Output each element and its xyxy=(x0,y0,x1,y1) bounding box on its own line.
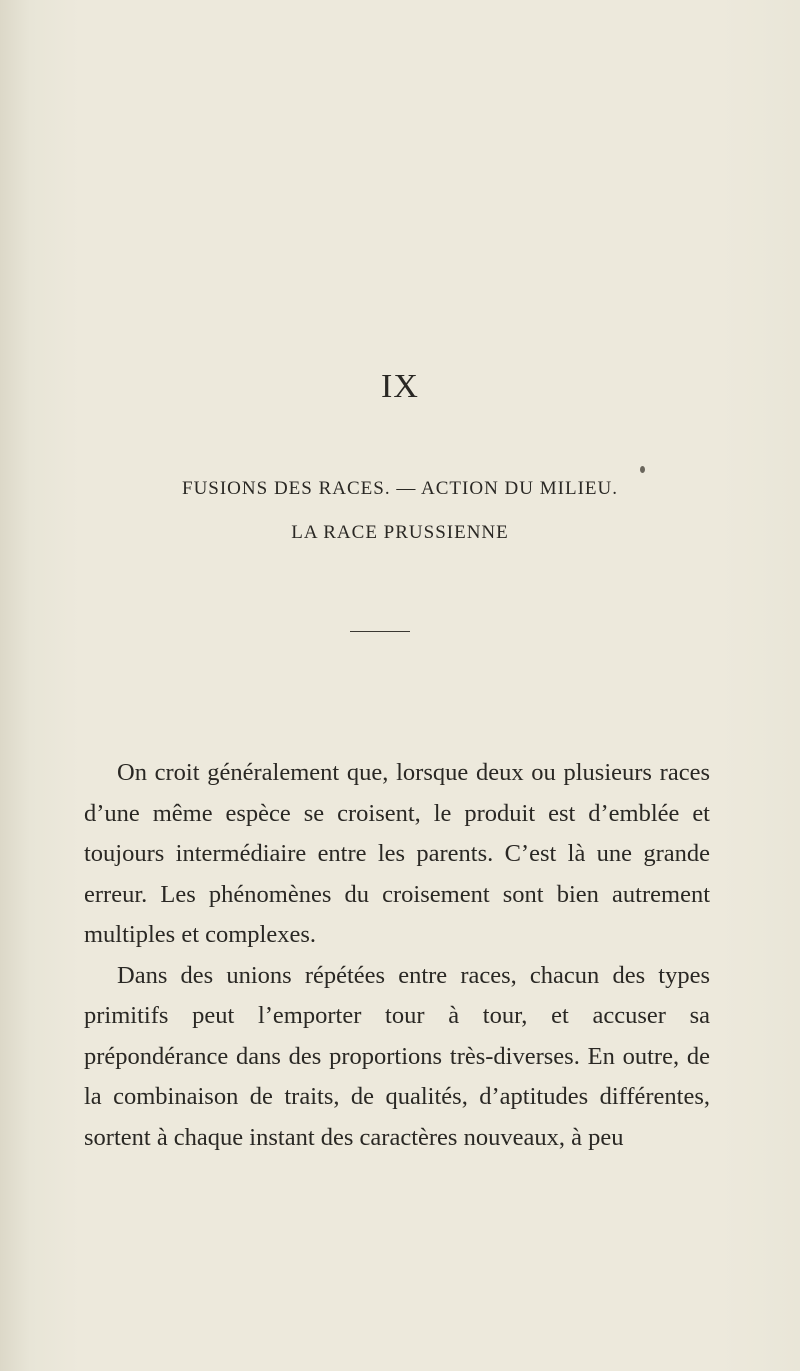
text-line: Dans des unions répétées entre races, chacun xyxy=(117,961,600,989)
section-divider xyxy=(350,631,410,632)
text-line: à chaque instant des caractères nouveaux, à peu xyxy=(156,1123,624,1151)
text-line: On croit généralement que, lorsque deux ou xyxy=(117,759,556,786)
ornament-dot xyxy=(640,466,645,473)
text-line: plusieurs races d’une même espèce se croisent, xyxy=(84,759,710,827)
text-line: entre les parents. C’est là une grande erreur. Les xyxy=(84,840,711,908)
paragraph-1 xyxy=(84,753,710,956)
text-line: très-diverses. En outre, de la combinaison de xyxy=(84,1042,711,1110)
chapter-title-line-1: FUSIONS DES RACES. — ACTION DU MILIEU. xyxy=(182,478,618,499)
text-line: des types primitifs peut l’emporter tour à tour, et xyxy=(84,961,710,1029)
body-text xyxy=(84,753,710,1158)
text-line: multiples et complexes. xyxy=(84,921,317,948)
paragraph-2 xyxy=(84,956,710,1159)
text-line: le produit est d’emblée et toujours intermédiaire xyxy=(84,799,710,867)
text-line: accuser sa prépondérance dans des proportions xyxy=(84,1002,711,1070)
text-line: traits, de qualités, d’aptitudes différentes, sortent xyxy=(84,1083,711,1151)
chapter-number: IX xyxy=(381,368,419,405)
text-line: phénomènes du croisement sont bien autrement xyxy=(208,880,711,908)
chapter-title-line-2: LA RACE PRUSSIENNE xyxy=(291,522,509,543)
